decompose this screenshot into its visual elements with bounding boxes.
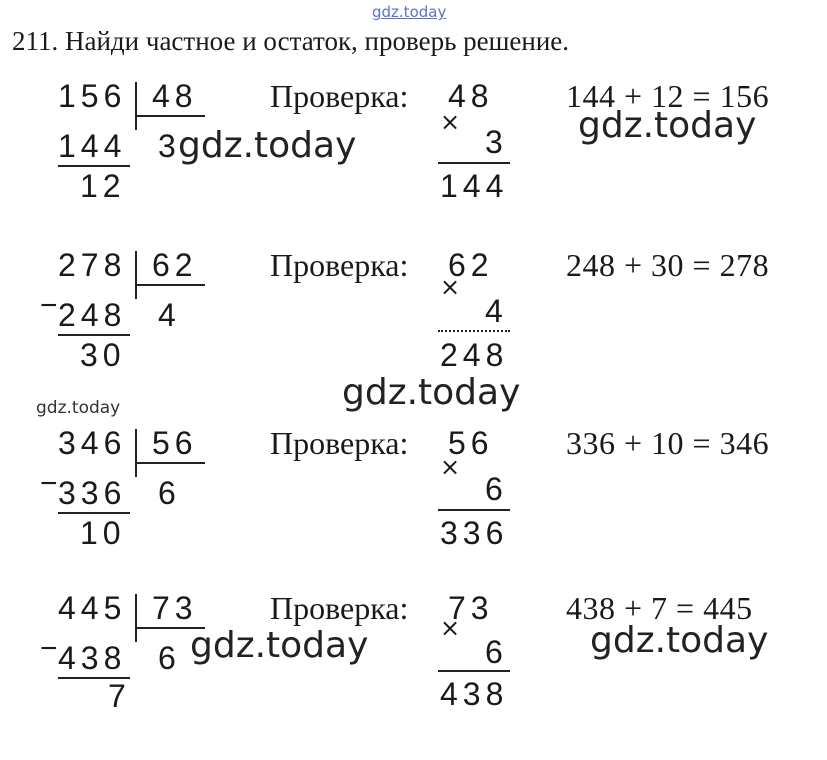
check-label: Проверка:: [270, 590, 409, 626]
times-sign: ×: [440, 614, 461, 642]
times-sign: ×: [440, 108, 461, 136]
product: 144: [440, 168, 509, 204]
divisor-underline: [137, 284, 205, 286]
division-bar: [135, 594, 137, 642]
multiplication-line: [438, 670, 510, 672]
remainder: 7: [108, 678, 131, 714]
multiplicand: 62: [448, 247, 494, 283]
subtraction-line: [58, 334, 130, 336]
division-bar: [135, 429, 137, 477]
watermark-top: gdz.today: [372, 3, 447, 21]
quotient: 6: [158, 475, 181, 511]
subtrahend: 438: [58, 640, 127, 676]
multiplication-line: [438, 509, 510, 511]
example-4: [0, 590, 827, 760]
watermark: gdz.today: [178, 125, 357, 166]
check-label: Проверка:: [270, 247, 409, 283]
watermark: gdz.today: [342, 372, 521, 413]
times-sign: ×: [440, 453, 461, 481]
division-bar: [135, 82, 137, 130]
divisor: 56: [152, 425, 198, 461]
divisor-underline: [137, 462, 205, 464]
watermark-small: gdz.today: [36, 398, 121, 418]
multiplier: 6: [485, 634, 508, 670]
minus-sign: −: [40, 467, 58, 500]
remainder: 30: [80, 337, 126, 373]
quotient: 6: [158, 640, 181, 676]
dividend: 346: [58, 425, 127, 461]
quotient: 4: [158, 297, 181, 333]
check-label: Проверка:: [270, 78, 409, 114]
multiplier: 4: [485, 293, 508, 329]
subtraction-line: [58, 512, 130, 514]
remainder: 10: [80, 515, 126, 551]
check-label: Проверка:: [270, 425, 409, 461]
multiplicand: 73: [448, 590, 494, 626]
watermark: gdz.today: [578, 105, 757, 146]
remainder: 12: [80, 168, 126, 204]
divisor: 48: [152, 78, 198, 114]
watermark: gdz.today: [190, 625, 369, 666]
multiplier: 3: [485, 124, 508, 160]
watermark: gdz.today: [590, 620, 769, 661]
multiplicand: 48: [448, 78, 494, 114]
multiplication-line: [438, 162, 510, 164]
division-bar: [135, 251, 137, 299]
task-text: Найди частное и остаток, проверь решение.: [65, 26, 570, 56]
check-equation: 248 + 30 = 278: [566, 247, 770, 283]
minus-sign: −: [40, 632, 58, 665]
divisor-underline: [137, 115, 205, 117]
product: 438: [440, 676, 509, 712]
multiplication-line: [438, 330, 510, 332]
example-1: [0, 78, 827, 248]
subtrahend: 144: [58, 128, 127, 164]
divisor: 62: [152, 247, 198, 283]
multiplicand: 56: [448, 425, 494, 461]
check-equation: 144 + 12 = 156: [566, 78, 770, 114]
task-number: 211.: [12, 26, 59, 56]
dividend: 278: [58, 247, 127, 283]
dividend: 156: [58, 78, 127, 114]
check-equation: 336 + 10 = 346: [566, 425, 770, 461]
product: 336: [440, 515, 509, 551]
subtrahend: 248: [58, 297, 127, 333]
task-header: [12, 26, 569, 57]
times-sign: ×: [440, 273, 461, 301]
minus-sign: −: [40, 289, 58, 322]
example-3: [0, 425, 827, 595]
check-equation: 438 + 7 = 445: [566, 590, 753, 626]
subtrahend: 336: [58, 475, 127, 511]
dividend: 445: [58, 590, 127, 626]
quotient: 3: [158, 128, 181, 164]
subtraction-line: [58, 165, 130, 167]
multiplier: 6: [485, 471, 508, 507]
product: 248: [440, 337, 509, 373]
divisor: 73: [152, 590, 198, 626]
